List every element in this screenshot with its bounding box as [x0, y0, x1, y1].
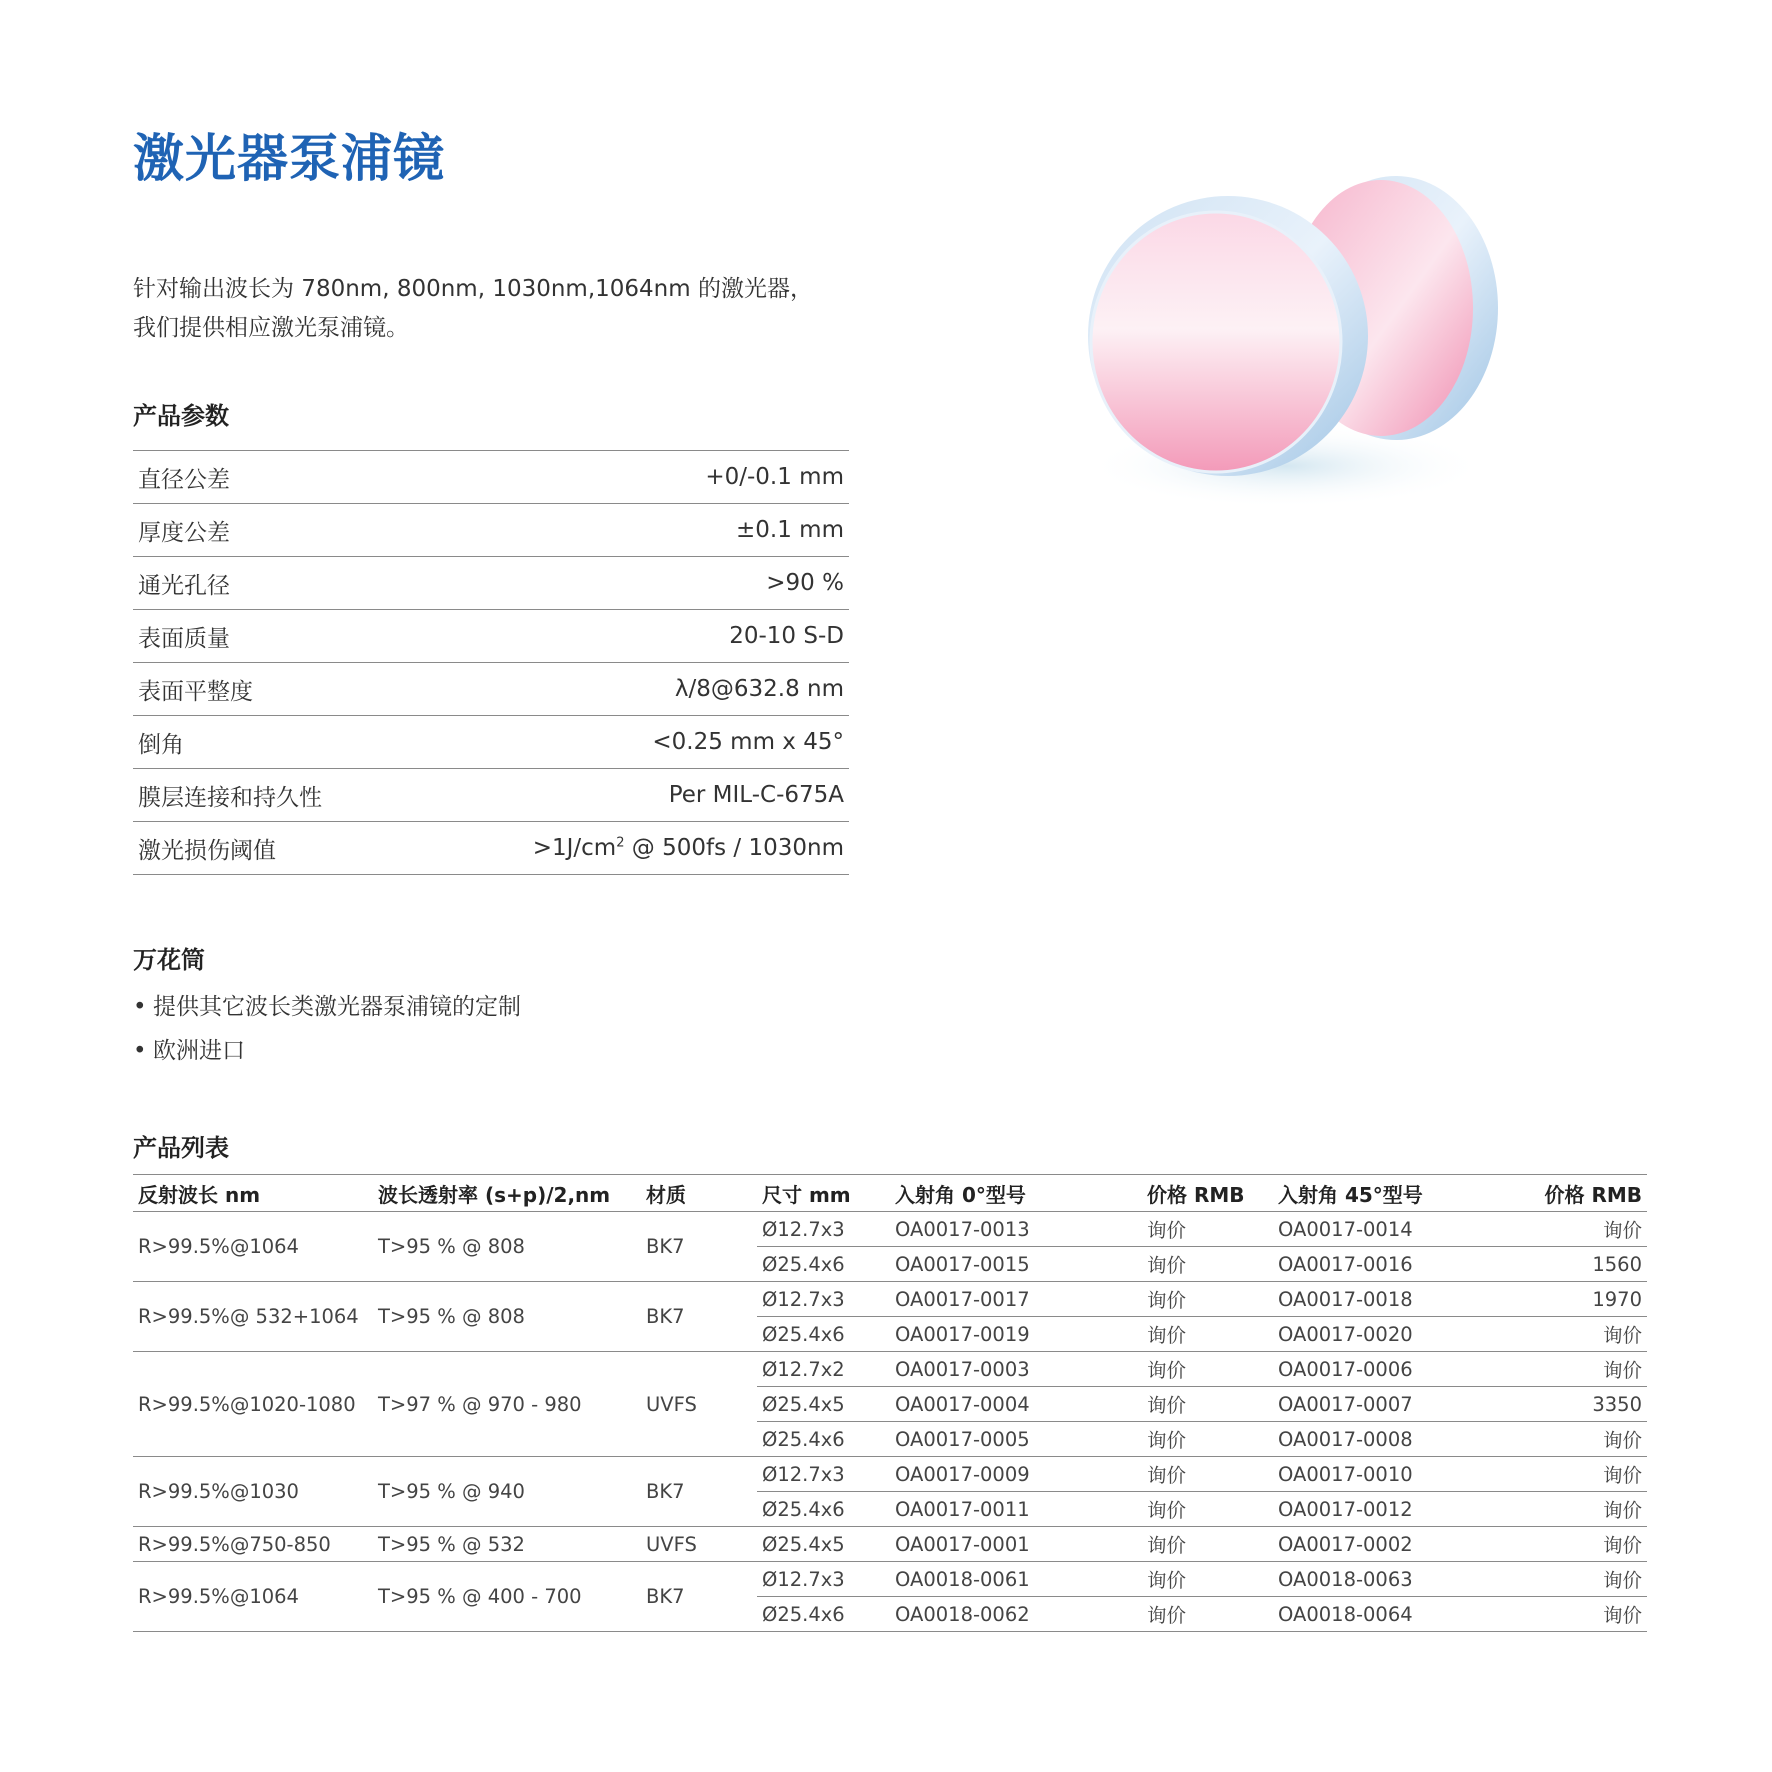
cell-price-45: 询价: [1496, 1597, 1647, 1632]
param-row: [133, 663, 849, 716]
param-row: [133, 716, 849, 769]
cell-model-0: OA0017-0003: [890, 1352, 1142, 1387]
cell-reflect: R>99.5%@1064: [133, 1212, 373, 1282]
col-header-size: 尺寸 mm: [757, 1175, 890, 1212]
param-label: 膜层连接和持久性: [138, 784, 322, 811]
cell-model-0: OA0018-0062: [890, 1597, 1142, 1632]
cell-price-0: 询价: [1142, 1562, 1273, 1597]
cell-model-45: OA0017-0020: [1273, 1317, 1496, 1352]
param-row: [133, 451, 849, 504]
cell-reflect: R>99.5%@1064: [133, 1562, 373, 1632]
col-header-transmit: 波长透射率 (s+p)/2,nm: [373, 1175, 641, 1212]
cell-size: Ø12.7x3: [757, 1282, 890, 1317]
param-row: [133, 610, 849, 663]
bullet-item: [133, 1029, 521, 1073]
table-header-row: [133, 1175, 1647, 1212]
cell-price-0: 询价: [1142, 1527, 1273, 1562]
param-value-condition: @ 500fs / 1030nm: [624, 835, 844, 861]
cell-model-0: OA0017-0019: [890, 1317, 1142, 1352]
bullet-dot-icon: •: [133, 994, 147, 1020]
param-value: ±0.1 mm: [736, 517, 844, 543]
cell-model-45: OA0017-0016: [1273, 1247, 1496, 1282]
cell-model-0: OA0017-0009: [890, 1457, 1142, 1492]
param-label: 激光损伤阈值: [138, 837, 276, 864]
cell-reflect: R>99.5%@750-850: [133, 1527, 373, 1562]
bullet-item: [133, 985, 521, 1029]
cell-price-0: 询价: [1142, 1492, 1273, 1527]
intro-paragraph: [133, 270, 873, 348]
cell-model-45: OA0017-0002: [1273, 1527, 1496, 1562]
param-row: [133, 822, 849, 875]
cell-model-0: OA0017-0017: [890, 1282, 1142, 1317]
page-title: 激光器泵浦镜: [133, 130, 446, 189]
cell-size: Ø12.7x2: [757, 1352, 890, 1387]
cell-model-45: OA0017-0012: [1273, 1492, 1496, 1527]
param-label: 直径公差: [138, 466, 230, 493]
cell-price-45: 1560: [1496, 1247, 1647, 1282]
param-row: [133, 504, 849, 557]
param-value: >90 %: [766, 570, 844, 596]
cell-price-45: 3350: [1496, 1387, 1647, 1422]
cell-model-0: OA0017-0015: [890, 1247, 1142, 1282]
kaleido-bullets: [133, 985, 521, 1073]
cell-model-45: OA0018-0064: [1273, 1597, 1496, 1632]
col-header-material: 材质: [641, 1175, 757, 1212]
param-label: 通光孔径: [138, 572, 230, 599]
cell-material: UVFS: [641, 1352, 757, 1457]
params-table: [133, 450, 849, 875]
cell-price-45: 询价: [1496, 1457, 1647, 1492]
cell-price-0: 询价: [1142, 1247, 1273, 1282]
cell-price-0: 询价: [1142, 1457, 1273, 1492]
intro-line-1: 针对输出波长为 780nm, 800nm, 1030nm,1064nm 的激光器，: [133, 276, 813, 302]
cell-model-45: OA0017-0010: [1273, 1457, 1496, 1492]
cell-transmit: T>95 % @ 400 - 700: [373, 1562, 641, 1632]
col-header-reflect: 反射波长 nm: [133, 1175, 373, 1212]
param-label: 厚度公差: [138, 519, 230, 546]
cell-reflect: R>99.5%@ 532+1064: [133, 1282, 373, 1352]
table-row: [133, 1282, 1647, 1317]
cell-price-0: 询价: [1142, 1352, 1273, 1387]
param-row: [133, 769, 849, 822]
param-value: λ/8@632.8 nm: [674, 676, 844, 702]
cell-size: Ø12.7x3: [757, 1457, 890, 1492]
cell-transmit: T>95 % @ 808: [373, 1282, 641, 1352]
cell-size: Ø12.7x3: [757, 1212, 890, 1247]
param-label: 表面平整度: [138, 678, 253, 705]
cell-size: Ø25.4x5: [757, 1527, 890, 1562]
intro-line-2: 我们提供相应激光泵浦镜。: [133, 315, 409, 341]
cell-price-0: 询价: [1142, 1317, 1273, 1352]
col-header-price-45: 价格 RMB: [1496, 1175, 1647, 1212]
product-list-heading: 产品列表: [133, 1134, 229, 1162]
cell-price-45: 询价: [1496, 1562, 1647, 1597]
cell-transmit: T>95 % @ 808: [373, 1212, 641, 1282]
param-value: 20-10 S-D: [729, 623, 844, 649]
kaleido-heading: 万花筒: [133, 946, 205, 974]
col-header-model-45: 入射角 45°型号: [1273, 1175, 1496, 1212]
table-row: [133, 1562, 1647, 1597]
param-value: Per MIL-C-675A: [668, 782, 844, 808]
bullet-text: 欧洲进口: [153, 1038, 245, 1064]
cell-size: Ø12.7x3: [757, 1562, 890, 1597]
cell-price-45: 询价: [1496, 1492, 1647, 1527]
cell-model-45: OA0017-0014: [1273, 1212, 1496, 1247]
cell-reflect: R>99.5%@1020-1080: [133, 1352, 373, 1457]
cell-price-0: 询价: [1142, 1422, 1273, 1457]
param-value-main: >1J/cm: [532, 835, 617, 861]
param-value-superscript: 2: [616, 835, 625, 851]
product-image-mirrors: [1056, 136, 1528, 516]
cell-price-45: 询价: [1496, 1527, 1647, 1562]
cell-size: Ø25.4x5: [757, 1387, 890, 1422]
cell-material: BK7: [641, 1212, 757, 1282]
cell-material: BK7: [641, 1457, 757, 1527]
param-value: +0/-0.1 mm: [705, 464, 844, 490]
cell-transmit: T>95 % @ 532: [373, 1527, 641, 1562]
cell-size: Ø25.4x6: [757, 1492, 890, 1527]
param-label: 表面质量: [138, 625, 230, 652]
cell-size: Ø25.4x6: [757, 1317, 890, 1352]
param-value: <0.25 mm x 45°: [652, 729, 844, 755]
cell-model-0: OA0017-0011: [890, 1492, 1142, 1527]
table-row: [133, 1457, 1647, 1492]
cell-price-45: 询价: [1496, 1212, 1647, 1247]
cell-model-0: OA0017-0004: [890, 1387, 1142, 1422]
col-header-price-0: 价格 RMB: [1142, 1175, 1273, 1212]
cell-price-45: 询价: [1496, 1352, 1647, 1387]
bullet-dot-icon: •: [133, 1038, 147, 1064]
cell-price-0: 询价: [1142, 1387, 1273, 1422]
cell-price-45: 询价: [1496, 1317, 1647, 1352]
cell-model-0: OA0017-0001: [890, 1527, 1142, 1562]
cell-transmit: T>97 % @ 970 - 980: [373, 1352, 641, 1457]
cell-material: BK7: [641, 1562, 757, 1632]
params-heading: 产品参数: [133, 402, 229, 430]
cell-model-45: OA0017-0007: [1273, 1387, 1496, 1422]
bullet-text: 提供其它波长类激光器泵浦镜的定制: [153, 994, 521, 1020]
cell-size: Ø25.4x6: [757, 1597, 890, 1632]
param-value: [533, 835, 844, 861]
cell-transmit: T>95 % @ 940: [373, 1457, 641, 1527]
param-label: 倒角: [138, 731, 184, 758]
cell-model-0: OA0018-0061: [890, 1562, 1142, 1597]
cell-price-45: 询价: [1496, 1422, 1647, 1457]
cell-model-45: OA0017-0008: [1273, 1422, 1496, 1457]
cell-price-0: 询价: [1142, 1282, 1273, 1317]
table-row: [133, 1352, 1647, 1387]
cell-model-45: OA0017-0018: [1273, 1282, 1496, 1317]
cell-price-0: 询价: [1142, 1212, 1273, 1247]
cell-price-45: 1970: [1496, 1282, 1647, 1317]
cell-reflect: R>99.5%@1030: [133, 1457, 373, 1527]
table-row: [133, 1527, 1647, 1562]
cell-model-0: OA0017-0013: [890, 1212, 1142, 1247]
cell-model-45: OA0017-0006: [1273, 1352, 1496, 1387]
cell-model-45: OA0018-0063: [1273, 1562, 1496, 1597]
cell-material: UVFS: [641, 1527, 757, 1562]
param-row: [133, 557, 849, 610]
cell-price-0: 询价: [1142, 1597, 1273, 1632]
product-list-table: [133, 1174, 1647, 1632]
table-row: [133, 1212, 1647, 1247]
cell-size: Ø25.4x6: [757, 1247, 890, 1282]
cell-model-0: OA0017-0005: [890, 1422, 1142, 1457]
cell-size: Ø25.4x6: [757, 1422, 890, 1457]
col-header-model-0: 入射角 0°型号: [890, 1175, 1142, 1212]
cell-material: BK7: [641, 1282, 757, 1352]
